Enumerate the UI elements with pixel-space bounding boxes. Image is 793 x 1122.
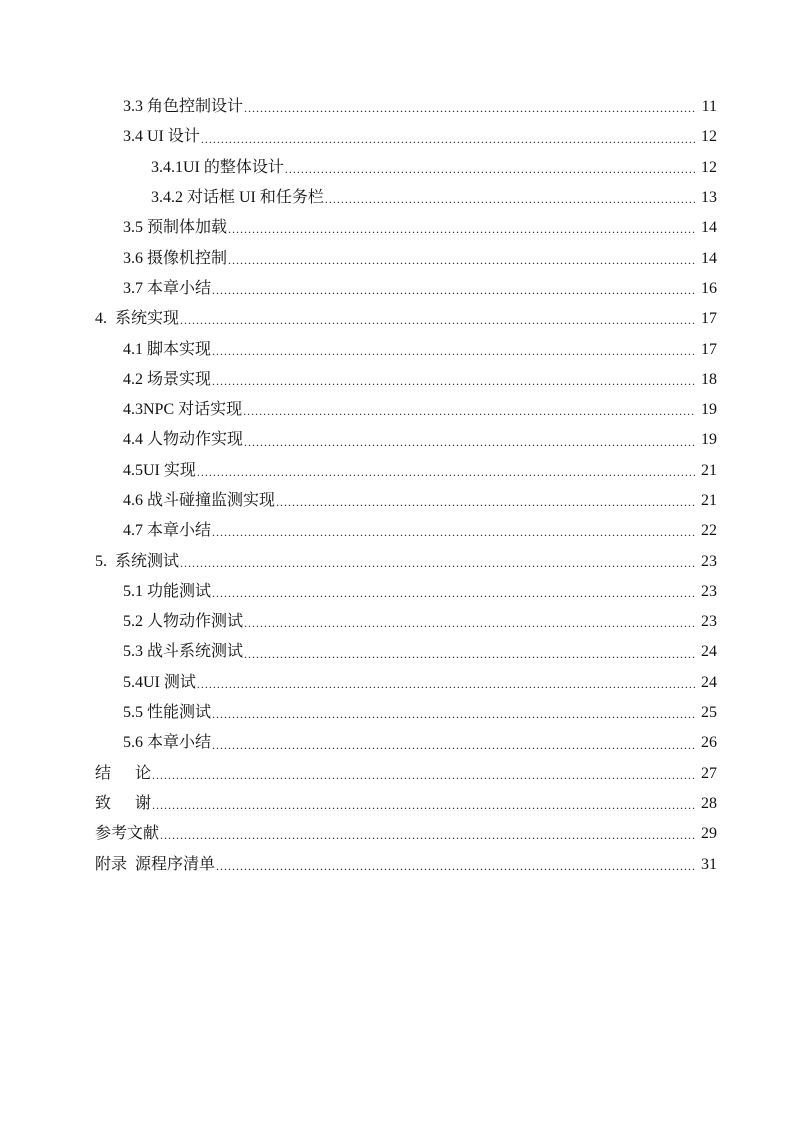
- toc-entry-page: 11: [701, 98, 717, 116]
- toc-entry-label: 5.3 战斗系统测试: [123, 643, 244, 661]
- toc-entry-label: 4. 系统实现: [95, 310, 180, 328]
- toc-leader-dots: [216, 860, 696, 880]
- toc-leader-dots: [285, 163, 696, 183]
- toc-entry-page: 24: [701, 643, 717, 661]
- toc-entry-label: 4.6 战斗碰撞监测实现: [123, 492, 276, 509]
- toc-entry-label: 5.2 人物动作测试: [123, 613, 244, 631]
- toc-entry-page: 21: [701, 461, 717, 479]
- toc-entry-page: 31: [701, 855, 717, 873]
- toc-entry-label: 4.5UI 实现: [123, 461, 196, 479]
- toc-entry-label: 3.3 角色控制设计: [123, 98, 244, 116]
- toc-entry[interactable]: [0, 243, 793, 273]
- toc-entry-page: 18: [701, 370, 717, 388]
- toc-leader-dots: [160, 829, 696, 849]
- toc-leader-dots: [212, 587, 696, 607]
- toc-entry[interactable]: [0, 577, 793, 607]
- toc-entry-label: 3.5 预制体加载: [123, 219, 228, 237]
- toc-leader-dots: [212, 284, 696, 304]
- toc-entry[interactable]: [0, 728, 793, 758]
- toc-entry-label: 5.6 本章小结: [123, 734, 212, 752]
- toc-entry[interactable]: [0, 274, 793, 304]
- toc-entry-page: 23: [701, 582, 717, 600]
- toc-entry[interactable]: [0, 153, 793, 183]
- toc-entry[interactable]: [0, 819, 793, 849]
- toc-leader-dots: [201, 133, 696, 153]
- toc-leader-dots: [180, 314, 696, 334]
- toc-entry-page: 12: [701, 158, 717, 176]
- toc-leader-dots: [244, 436, 696, 456]
- toc-leader-dots: [244, 617, 696, 637]
- toc-entry[interactable]: [0, 849, 793, 879]
- toc-entry[interactable]: [0, 698, 793, 728]
- toc-entry-page: 19: [701, 401, 717, 419]
- toc-leader-dots: [212, 708, 696, 728]
- toc-entry-label: 4.7 本章小结: [123, 522, 212, 540]
- toc-leader-dots: [212, 739, 696, 759]
- toc-entry-page: 25: [701, 704, 717, 722]
- toc-entry-label: 3.4.2 对话框 UI 和任务栏: [151, 189, 324, 207]
- toc-entry-page: 26: [701, 734, 717, 752]
- toc-leader-dots: [180, 557, 696, 577]
- toc-leader-dots: [244, 102, 696, 122]
- toc-leader-dots: [276, 496, 696, 516]
- toc-entry[interactable]: [0, 637, 793, 667]
- toc-leader-dots: [243, 405, 696, 425]
- toc-entry-label: 5. 系统测试: [95, 552, 180, 570]
- toc-leader-dots: [228, 223, 696, 243]
- toc-entry[interactable]: [0, 789, 793, 819]
- toc-entry[interactable]: [0, 183, 793, 213]
- toc-leader-dots: [244, 648, 696, 668]
- table-of-contents: [0, 92, 793, 880]
- toc-entry-label: 4.1 脚本实现: [123, 340, 212, 358]
- toc-leader-dots: [197, 466, 696, 486]
- toc-entry-page: 21: [701, 492, 717, 509]
- toc-entry-label: 3.7 本章小结: [123, 279, 212, 297]
- toc-entry-label: 5.4UI 测试: [123, 673, 196, 691]
- toc-leader-dots: [152, 769, 696, 789]
- toc-entry-page: 17: [701, 310, 717, 328]
- toc-leader-dots: [212, 345, 696, 365]
- toc-leader-dots: [152, 799, 696, 819]
- toc-entry[interactable]: [0, 759, 793, 789]
- toc-leader-dots: [228, 254, 696, 274]
- toc-entry[interactable]: [0, 395, 793, 425]
- toc-entry[interactable]: [0, 668, 793, 698]
- toc-entry-page: 14: [701, 249, 717, 267]
- toc-entry-label: 附录 源程序清单: [95, 855, 216, 873]
- toc-entry-label: 致 谢: [95, 794, 152, 812]
- toc-entry-label: 4.2 场景实现: [123, 370, 212, 388]
- toc-entry-page: 23: [701, 613, 717, 631]
- toc-entry[interactable]: [0, 456, 793, 486]
- toc-entry-label: 结 论: [95, 764, 152, 782]
- toc-leader-dots: [212, 526, 696, 546]
- toc-leader-dots: [212, 375, 696, 395]
- toc-entry[interactable]: [0, 213, 793, 243]
- toc-entry-page: 12: [701, 128, 717, 146]
- toc-entry-label: 3.4 UI 设计: [123, 128, 200, 146]
- toc-entry-label: 参考文献: [95, 825, 160, 843]
- toc-entry[interactable]: [0, 92, 793, 122]
- toc-entry-page: 16: [701, 279, 717, 297]
- toc-entry-page: 17: [701, 340, 717, 358]
- toc-entry[interactable]: [0, 365, 793, 395]
- toc-entry-label: 5.5 性能测试: [123, 704, 212, 722]
- toc-entry[interactable]: [0, 516, 793, 546]
- toc-entry-label: 5.1 功能测试: [123, 582, 212, 600]
- toc-leader-dots: [325, 193, 696, 213]
- toc-entry-page: 28: [701, 794, 717, 812]
- toc-entry-page: 29: [701, 825, 717, 843]
- toc-entry[interactable]: [0, 334, 793, 364]
- toc-entry-page: 24: [701, 673, 717, 691]
- toc-entry-label: 4.3NPC 对话实现: [123, 401, 243, 419]
- toc-entry[interactable]: [0, 425, 793, 455]
- toc-entry[interactable]: [0, 486, 793, 516]
- toc-entry-label: 4.4 人物动作实现: [123, 431, 244, 449]
- toc-entry-page: 14: [701, 219, 717, 237]
- toc-entry[interactable]: [0, 304, 793, 334]
- toc-entry[interactable]: [0, 122, 793, 152]
- toc-entry-page: 19: [701, 431, 717, 449]
- toc-entry[interactable]: [0, 546, 793, 576]
- toc-leader-dots: [197, 678, 696, 698]
- toc-entry-page: 13: [701, 189, 717, 207]
- toc-entry-label: 3.4.1UI 的整体设计: [151, 158, 284, 176]
- toc-entry[interactable]: [0, 607, 793, 637]
- toc-entry-page: 23: [701, 552, 717, 570]
- toc-entry-page: 27: [701, 764, 717, 782]
- toc-entry-label: 3.6 摄像机控制: [123, 249, 228, 267]
- toc-entry-page: 22: [701, 522, 717, 540]
